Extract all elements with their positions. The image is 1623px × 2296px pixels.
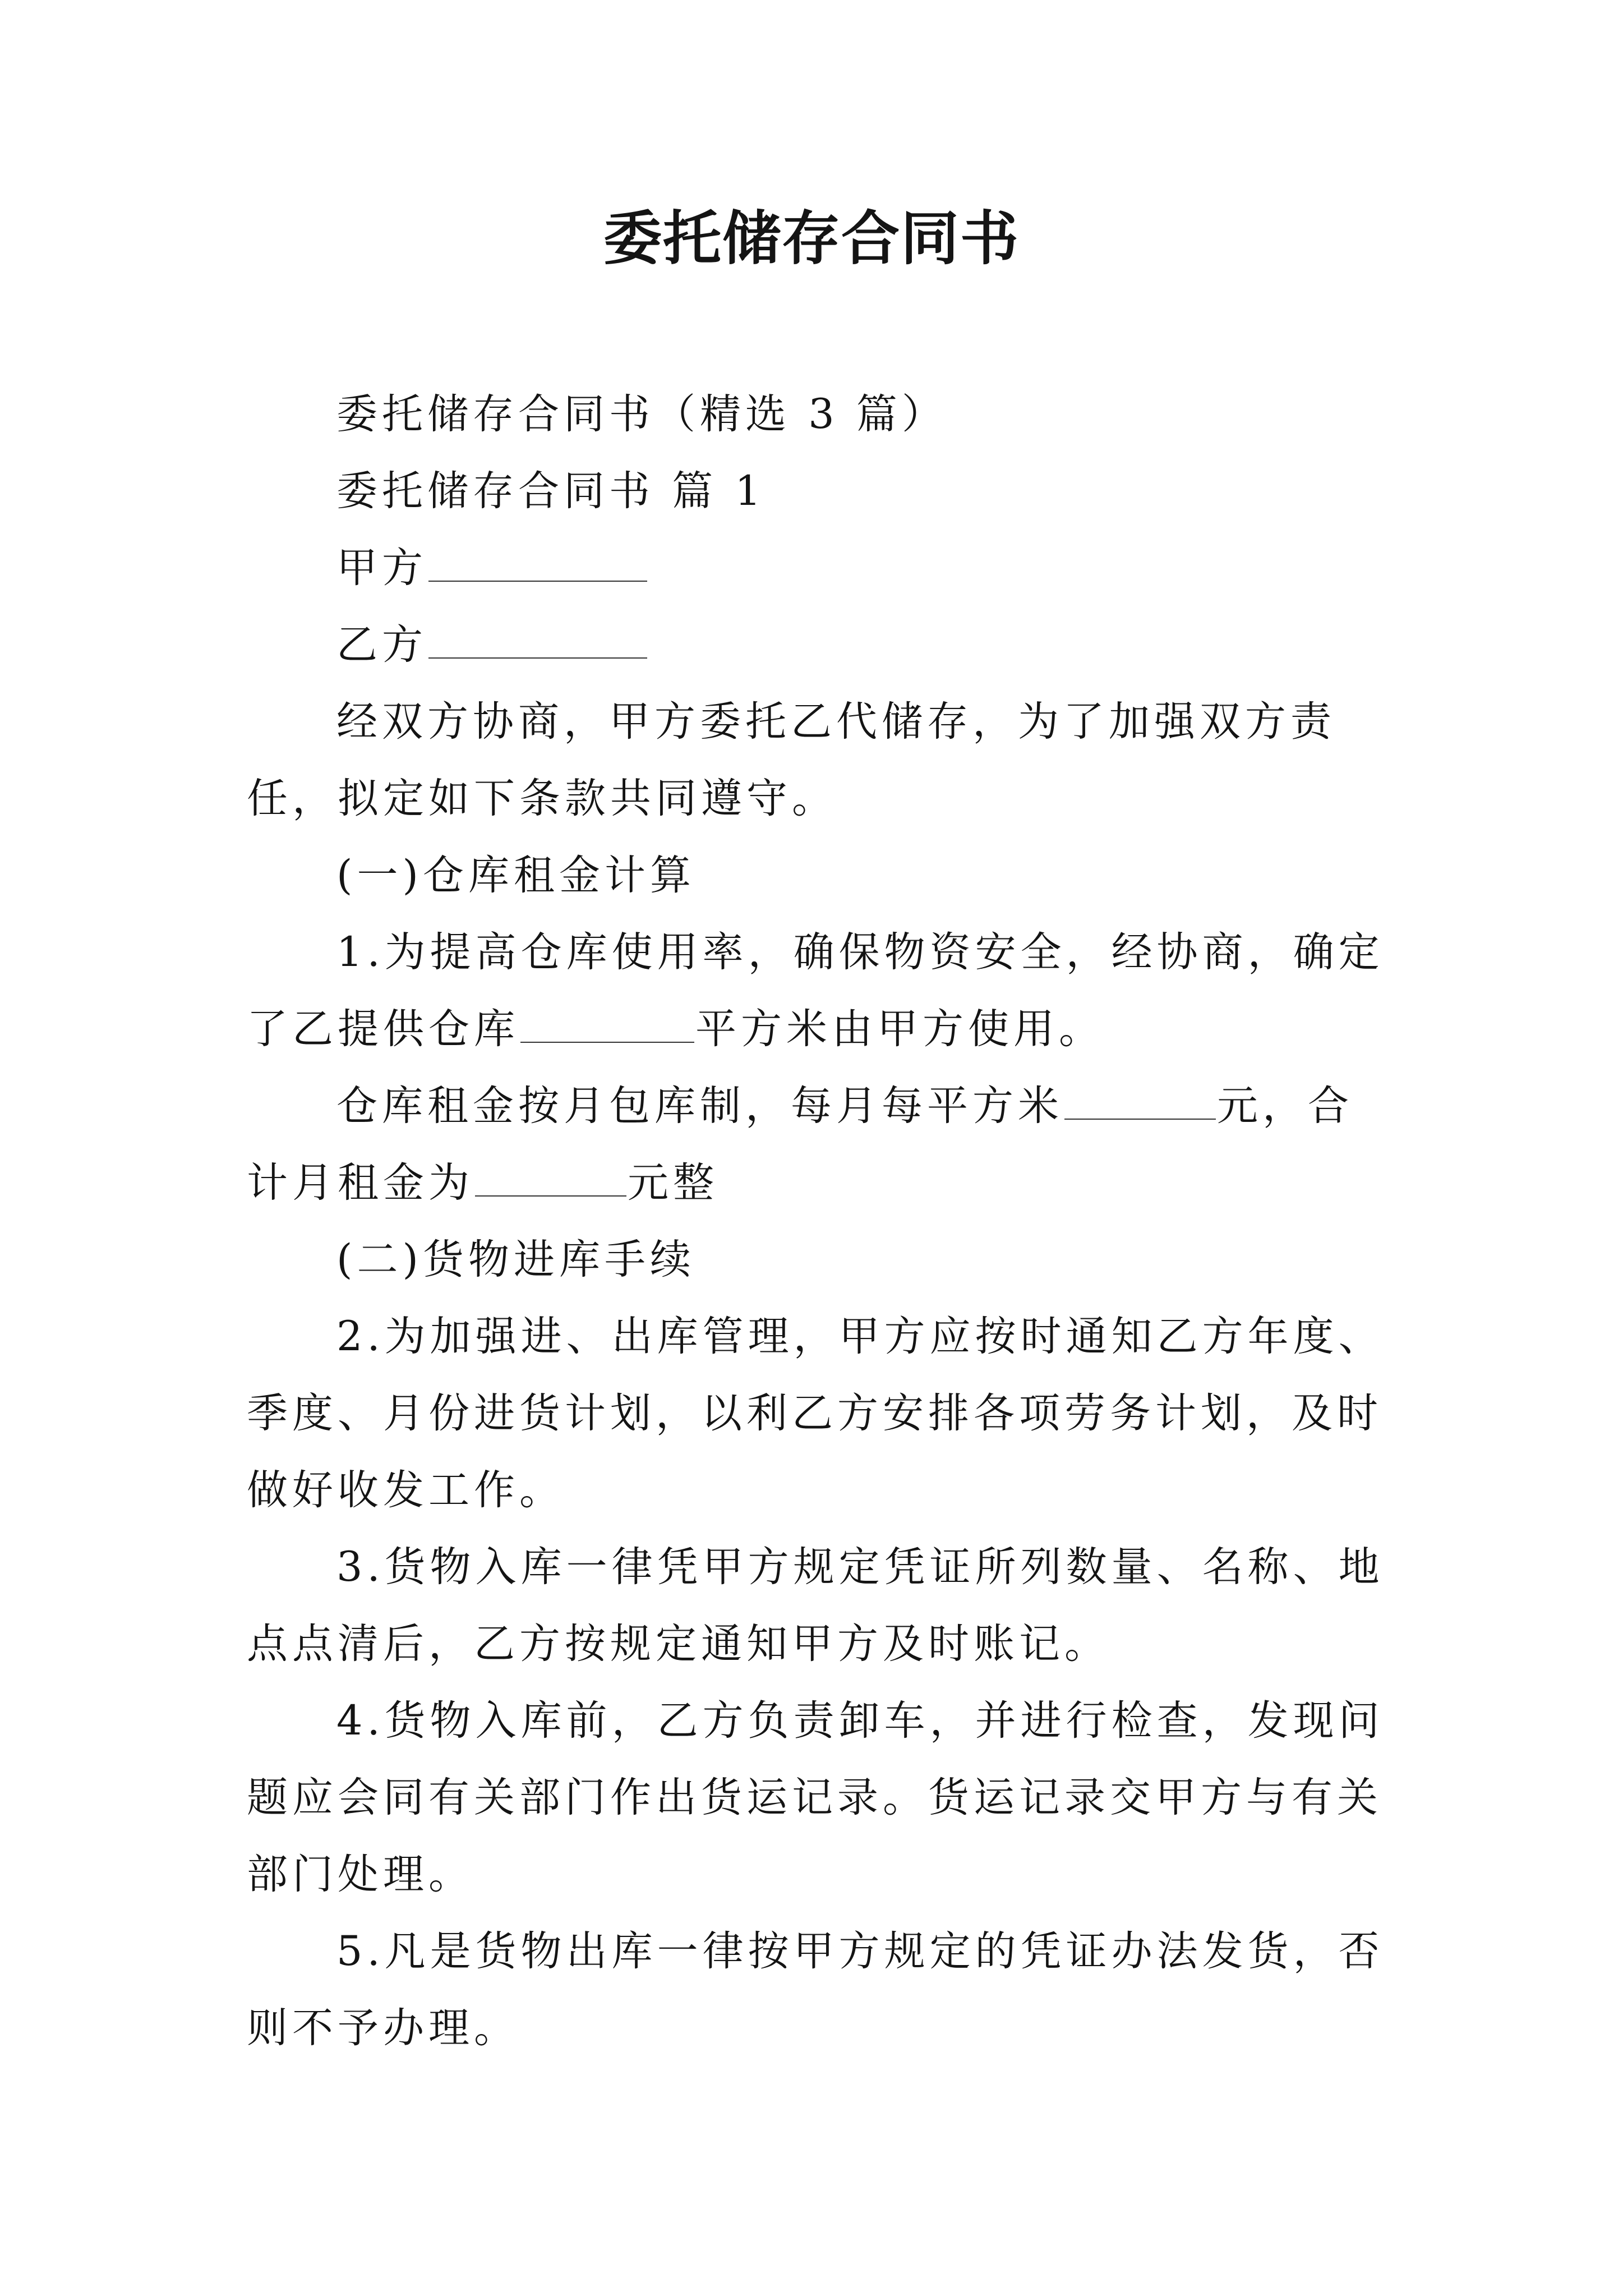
party-a-label: 甲方 (336, 544, 427, 592)
document-body (247, 376, 1391, 2067)
clause-2: 2.为加强进、出库管理，甲方应按时通知乙方年度、季度、月份进货计划，以利乙方安排各项劳务计划，及时做好收发工作。 (247, 1313, 1384, 1514)
clause-3: 3.货物入库一律凭甲方规定凭证所列数量、名称、地点点清后，乙方按规定通知甲方及时账记。 (247, 1543, 1384, 1668)
clause-1-text-b: 平方米由甲方使用。 (695, 1005, 1104, 1053)
subtitle: 委托储存合同书（精选 3 篇） (336, 390, 947, 438)
rent-per-sqm-blank (1064, 1085, 1216, 1120)
rent-paragraph (247, 1068, 1391, 1221)
party-a-blank (428, 547, 647, 582)
clause-1-text-a: 1.为提高仓库使用率，确保物资安全，经协商，确定了乙提供仓库 (247, 928, 1384, 1053)
intro-paragraph: 经双方协商，甲方委托乙代储存，为了加强双方责任，拟定如下条款共同遵守。 (247, 698, 1336, 822)
party-b-blank (428, 624, 647, 659)
rent-text-b: 元，合计月租金为 (247, 1082, 1353, 1207)
heading-rent-calculation: (一)仓库租金计算 (336, 852, 695, 899)
section-heading: 委托储存合同书 篇 1 (336, 467, 766, 515)
rent-text-c: 元整 (628, 1159, 718, 1207)
clause-5: 5.凡是货物出库一律按甲方规定的凭证办法发货，否则不予办理。 (247, 1927, 1384, 2052)
clause-1 (247, 914, 1391, 1068)
party-a-line (247, 530, 1391, 606)
party-b-line (247, 606, 1391, 683)
warehouse-area-blank (520, 1008, 694, 1043)
party-b-label: 乙方 (336, 621, 427, 669)
document-title: 委托储存合同书 (603, 204, 1020, 273)
heading-warehousing-procedure: (二)货物进库手续 (336, 1236, 695, 1283)
monthly-rent-blank (475, 1162, 626, 1197)
rent-text-a: 仓库租金按月包库制，每月每平方米 (336, 1082, 1063, 1130)
clause-4: 4.货物入库前，乙方负责卸车，并进行检查，发现问题应会同有关部门作出货运记录。货运记录交甲方与有关部门处理。 (247, 1697, 1384, 1898)
